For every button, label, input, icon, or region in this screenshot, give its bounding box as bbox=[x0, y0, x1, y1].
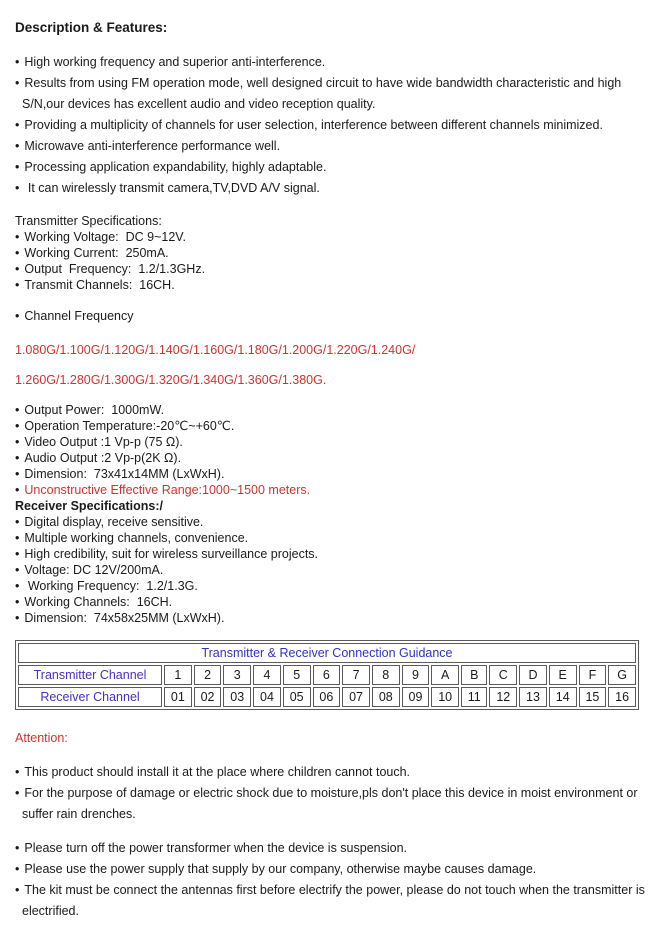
bullet-icon: • bbox=[15, 786, 20, 800]
channel-frequency-line-2: 1.260G/1.280G/1.300G/1.320G/1.340G/1.360G/1.380G. bbox=[15, 373, 327, 387]
receiver-channel-cell: 14 bbox=[549, 687, 577, 707]
spec-text: Operation Temperature:-20℃~+60℃. bbox=[24, 419, 235, 433]
bullet-icon: • bbox=[15, 579, 20, 593]
bullet-icon: • bbox=[15, 451, 20, 465]
attention-item bbox=[15, 762, 655, 783]
feature-text: Processing application expandability, highly adaptable. bbox=[24, 160, 327, 174]
spec-item bbox=[15, 418, 655, 434]
attention-text: For the purpose of damage or electric shock due to moisture,pls don't place this device in moist environment or suffer rain drenches. bbox=[22, 786, 641, 821]
transmitter-specs-list-2 bbox=[15, 402, 655, 498]
receiver-channel-cell: 08 bbox=[372, 687, 400, 707]
feature-item bbox=[15, 52, 655, 73]
channel-frequency-label: • Channel Frequency bbox=[15, 309, 134, 323]
spec-text: Working Frequency: 1.2/1.3G. bbox=[24, 579, 198, 593]
table-title-row bbox=[18, 643, 636, 663]
bullet-icon: • bbox=[15, 765, 20, 779]
effective-range-text: Unconstructive Effective Range:1000~1500 meters. bbox=[24, 483, 311, 497]
transmitter-channel-label: Transmitter Channel bbox=[18, 665, 162, 685]
transmitter-channel-cell: 8 bbox=[372, 665, 400, 685]
bullet-icon: • bbox=[15, 531, 20, 545]
spec-text: Output Frequency: 1.2/1.3GHz. bbox=[24, 262, 206, 276]
spec-text: Working Channels: 16CH. bbox=[24, 595, 173, 609]
attention-text: The kit must be connect the antennas first before electrify the power, please do not touch when the transmitter is electrified. bbox=[22, 883, 649, 918]
bullet-icon: • bbox=[15, 515, 20, 529]
bullet-icon: • bbox=[15, 309, 20, 323]
transmitter-channel-cell: 5 bbox=[283, 665, 311, 685]
feature-item bbox=[15, 73, 655, 115]
bullet-icon: • bbox=[15, 262, 20, 276]
spec-text: Voltage: DC 12V/200mA. bbox=[24, 563, 164, 577]
receiver-channel-cell: 01 bbox=[164, 687, 192, 707]
feature-text: Microwave anti-interference performance well. bbox=[24, 139, 281, 153]
spec-item bbox=[15, 546, 655, 562]
transmitter-channel-cell: 9 bbox=[402, 665, 430, 685]
spec-text: Working Current: 250mA. bbox=[24, 246, 169, 260]
transmitter-channel-cell: F bbox=[579, 665, 607, 685]
bullet-icon: • bbox=[15, 841, 20, 855]
transmitter-channel-cell: C bbox=[489, 665, 517, 685]
feature-item bbox=[15, 115, 655, 136]
feature-text: It can wirelessly transmit camera,TV,DVD A/V signal. bbox=[24, 181, 320, 195]
bullet-icon: • bbox=[15, 483, 20, 497]
spec-text: Video Output :1 Vp-p (75 Ω). bbox=[24, 435, 183, 449]
spec-item bbox=[15, 562, 655, 578]
spec-text: Dimension: 73x41x14MM (LxWxH). bbox=[24, 467, 225, 481]
transmitter-channel-cell: 7 bbox=[342, 665, 370, 685]
receiver-channel-cell: 15 bbox=[579, 687, 607, 707]
transmitter-channel-cell: D bbox=[519, 665, 547, 685]
bullet-icon: • bbox=[15, 862, 20, 876]
receiver-specs-title: Receiver Specifications:/ bbox=[15, 499, 163, 513]
bullet-icon: • bbox=[15, 403, 20, 417]
receiver-channel-label: Receiver Channel bbox=[18, 687, 162, 707]
bullet-icon: • bbox=[15, 563, 20, 577]
receiver-channel-cell: 06 bbox=[313, 687, 341, 707]
bullet-icon: • bbox=[15, 230, 20, 244]
attention-title: Attention: bbox=[15, 731, 68, 745]
transmitter-channel-cell: B bbox=[461, 665, 487, 685]
bullet-icon: • bbox=[15, 595, 20, 609]
spec-item bbox=[15, 245, 655, 261]
bullet-icon: • bbox=[15, 278, 20, 292]
spec-item bbox=[15, 450, 655, 466]
attention-item bbox=[15, 783, 655, 825]
spec-item bbox=[15, 530, 655, 546]
attention-item bbox=[15, 838, 655, 859]
page-title: Description & Features: bbox=[15, 20, 168, 35]
spec-item bbox=[15, 466, 655, 482]
transmitter-channel-cell: 4 bbox=[253, 665, 281, 685]
spec-item bbox=[15, 261, 655, 277]
features-list bbox=[15, 52, 655, 199]
spec-text: Digital display, receive sensitive. bbox=[24, 515, 204, 529]
spec-text: High credibility, suit for wireless surveillance projects. bbox=[24, 547, 319, 561]
attention-text: Please use the power supply that supply by our company, otherwise maybe causes damage. bbox=[24, 862, 537, 876]
transmitter-channel-cell: 3 bbox=[223, 665, 251, 685]
feature-text: High working frequency and superior anti-interference. bbox=[24, 55, 326, 69]
spec-item bbox=[15, 594, 655, 610]
spec-item bbox=[15, 578, 655, 594]
effective-range-note bbox=[15, 482, 655, 498]
channel-frequency-line-1: 1.080G/1.100G/1.120G/1.140G/1.160G/1.180G/1.200G/1.220G/1.240G/ bbox=[15, 343, 416, 357]
bullet-icon: • bbox=[15, 160, 20, 174]
spec-text: Dimension: 74x58x25MM (LxWxH). bbox=[24, 611, 225, 625]
bullet-icon: • bbox=[15, 118, 20, 132]
spec-item bbox=[15, 514, 655, 530]
attention-text: Please turn off the power transformer when the device is suspension. bbox=[24, 841, 408, 855]
receiver-specs-list bbox=[15, 514, 655, 626]
connection-guidance-table bbox=[15, 640, 639, 710]
bullet-icon: • bbox=[15, 181, 20, 195]
attention-item bbox=[15, 880, 655, 922]
feature-item bbox=[15, 157, 655, 178]
receiver-channel-cell: 03 bbox=[223, 687, 251, 707]
transmitter-channel-cell: 1 bbox=[164, 665, 192, 685]
receiver-channel-cell: 02 bbox=[194, 687, 222, 707]
attention-text: This product should install it at the place where children cannot touch. bbox=[24, 765, 411, 779]
table-title: Transmitter & Receiver Connection Guidance bbox=[18, 643, 636, 663]
receiver-channel-cell: 12 bbox=[489, 687, 517, 707]
spec-text: Transmit Channels: 16CH. bbox=[24, 278, 175, 292]
bullet-icon: • bbox=[15, 76, 20, 90]
spec-item bbox=[15, 610, 655, 626]
bullet-icon: • bbox=[15, 246, 20, 260]
receiver-channel-cell: 11 bbox=[461, 687, 487, 707]
transmitter-specs-title: Transmitter Specifications: bbox=[15, 214, 162, 228]
attention-item bbox=[15, 859, 655, 880]
bullet-icon: • bbox=[15, 883, 20, 897]
transmitter-channel-cell: E bbox=[549, 665, 577, 685]
spec-item bbox=[15, 434, 655, 450]
feature-item bbox=[15, 178, 655, 199]
receiver-channel-cell: 09 bbox=[402, 687, 430, 707]
transmitter-channel-cell: 6 bbox=[313, 665, 341, 685]
feature-item bbox=[15, 136, 655, 157]
bullet-icon: • bbox=[15, 419, 20, 433]
spec-item bbox=[15, 277, 655, 293]
transmitter-channel-cell: G bbox=[608, 665, 636, 685]
attention-list-2 bbox=[15, 838, 655, 922]
receiver-channel-cell: 13 bbox=[519, 687, 547, 707]
spec-text: Audio Output :2 Vp-p(2K Ω). bbox=[24, 451, 182, 465]
product-description-document bbox=[15, 20, 655, 922]
receiver-channel-cell: 10 bbox=[431, 687, 459, 707]
bullet-icon: • bbox=[15, 547, 20, 561]
spec-text: Working Voltage: DC 9~12V. bbox=[24, 230, 186, 244]
bullet-icon: • bbox=[15, 467, 20, 481]
receiver-channel-cell: 04 bbox=[253, 687, 281, 707]
transmitter-channel-cell: 2 bbox=[194, 665, 222, 685]
spec-text: Multiple working channels, convenience. bbox=[24, 531, 249, 545]
receiver-channel-cell: 07 bbox=[342, 687, 370, 707]
bullet-icon: • bbox=[15, 139, 20, 153]
feature-text: Results from using FM operation mode, well designed circuit to have wide bandwidth characteristic and high S/N,our devices has excellent audio and video reception quality. bbox=[22, 76, 625, 111]
bullet-icon: • bbox=[15, 55, 20, 69]
transmitter-specs-list bbox=[15, 229, 655, 293]
spec-item bbox=[15, 402, 655, 418]
transmitter-channel-cell: A bbox=[431, 665, 459, 685]
receiver-channel-cell: 16 bbox=[608, 687, 636, 707]
bullet-icon: • bbox=[15, 435, 20, 449]
attention-list-1 bbox=[15, 762, 655, 825]
spec-text: Output Power: 1000mW. bbox=[24, 403, 165, 417]
receiver-channel-cell: 05 bbox=[283, 687, 311, 707]
transmitter-channel-row bbox=[18, 665, 636, 685]
receiver-channel-row bbox=[18, 687, 636, 707]
bullet-icon: • bbox=[15, 611, 20, 625]
spec-item bbox=[15, 229, 655, 245]
feature-text: Providing a multiplicity of channels for user selection, interference between different channels minimized. bbox=[24, 118, 603, 132]
